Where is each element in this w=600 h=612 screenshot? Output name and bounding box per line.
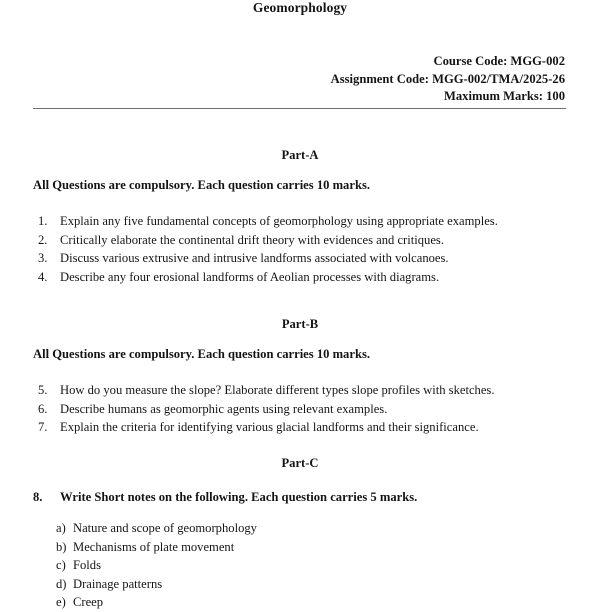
part-b-heading: Part-B	[281, 317, 319, 331]
part-a-instruction: All Questions are compulsory. Each question carries 10 marks.	[33, 178, 370, 192]
part-c-subitem-list	[0, 519, 600, 612]
part-b-instruction: All Questions are compulsory. Each question carries 10 marks.	[33, 347, 370, 361]
question-text: Describe any four erosional landforms of Aeolian processes with diagrams.	[60, 269, 440, 284]
subitem-text: Creep	[73, 595, 104, 610]
part-c-heading-wrap	[0, 456, 600, 470]
list-item	[0, 556, 600, 575]
question-number: 3.	[38, 251, 48, 266]
question-number: 4.	[38, 269, 48, 284]
part-a-instruction-wrap	[0, 178, 600, 192]
document-title: Geomorphology	[252, 0, 348, 15]
subitem-text: Drainage patterns	[73, 576, 163, 591]
part-c-heading: Part-C	[281, 456, 319, 470]
question-text: Discuss various extrusive and intrusive landforms associated with volcanoes.	[60, 251, 449, 266]
question-item	[0, 249, 600, 268]
subitem-letter: e)	[56, 595, 66, 610]
course-meta-block	[0, 53, 600, 106]
question-text: How do you measure the slope? Elaborate different types slope profiles with sketches.	[60, 383, 495, 397]
part-b-question-list-wrap	[0, 381, 600, 437]
part-b-question-list	[0, 381, 600, 437]
question-item	[0, 268, 600, 287]
part-a-heading: Part-A	[281, 148, 319, 162]
list-item	[0, 575, 600, 594]
question-item	[0, 212, 600, 231]
assignment-code: Assignment Code: MGG-002/TMA/2025-26	[330, 71, 565, 86]
part-a-question-list	[0, 212, 600, 286]
part-a-question-list-wrap	[0, 212, 600, 286]
part-c-question-8	[0, 489, 600, 505]
course-code: Course Code: MGG-002	[433, 54, 565, 68]
part-b-instruction-wrap	[0, 347, 600, 361]
maximum-marks: Maximum Marks: 100	[443, 89, 565, 103]
header-divider	[33, 108, 566, 109]
list-item	[0, 538, 600, 557]
subitem-text: Folds	[73, 558, 101, 573]
part-c-question-wrap	[0, 489, 600, 505]
list-item	[0, 519, 600, 538]
question-text: Explain the criteria for identifying various glacial landforms and their significance.	[60, 420, 479, 435]
subitem-text: Mechanisms of plate movement	[73, 539, 235, 554]
question-number: 8.	[33, 490, 43, 504]
question-item	[0, 381, 600, 400]
question-item	[0, 418, 600, 437]
list-item	[0, 593, 600, 612]
part-a-heading-wrap	[0, 148, 600, 162]
subitem-letter: b)	[56, 539, 67, 554]
question-number: 5.	[38, 383, 48, 397]
question-item	[0, 231, 600, 250]
part-b-heading-wrap	[0, 317, 600, 331]
subitem-text: Nature and scope of geomorphology	[73, 521, 257, 535]
subitem-letter: a)	[56, 521, 66, 535]
question-text: Write Short notes on the following. Each question carries 5 marks.	[60, 490, 418, 504]
question-item	[0, 400, 600, 419]
question-number: 2.	[38, 232, 48, 247]
subitem-letter: c)	[56, 558, 66, 573]
question-number: 7.	[38, 420, 48, 435]
subitem-letter: d)	[56, 576, 67, 591]
question-text: Describe humans as geomorphic agents using relevant examples.	[60, 401, 388, 416]
question-text: Explain any five fundamental concepts of geomorphology using appropriate examples.	[60, 214, 498, 228]
question-number: 1.	[38, 214, 48, 228]
question-number: 6.	[38, 401, 48, 416]
question-text: Critically elaborate the continental drift theory with evidences and critiques.	[60, 232, 444, 247]
part-c-subitem-list-wrap	[0, 519, 600, 612]
